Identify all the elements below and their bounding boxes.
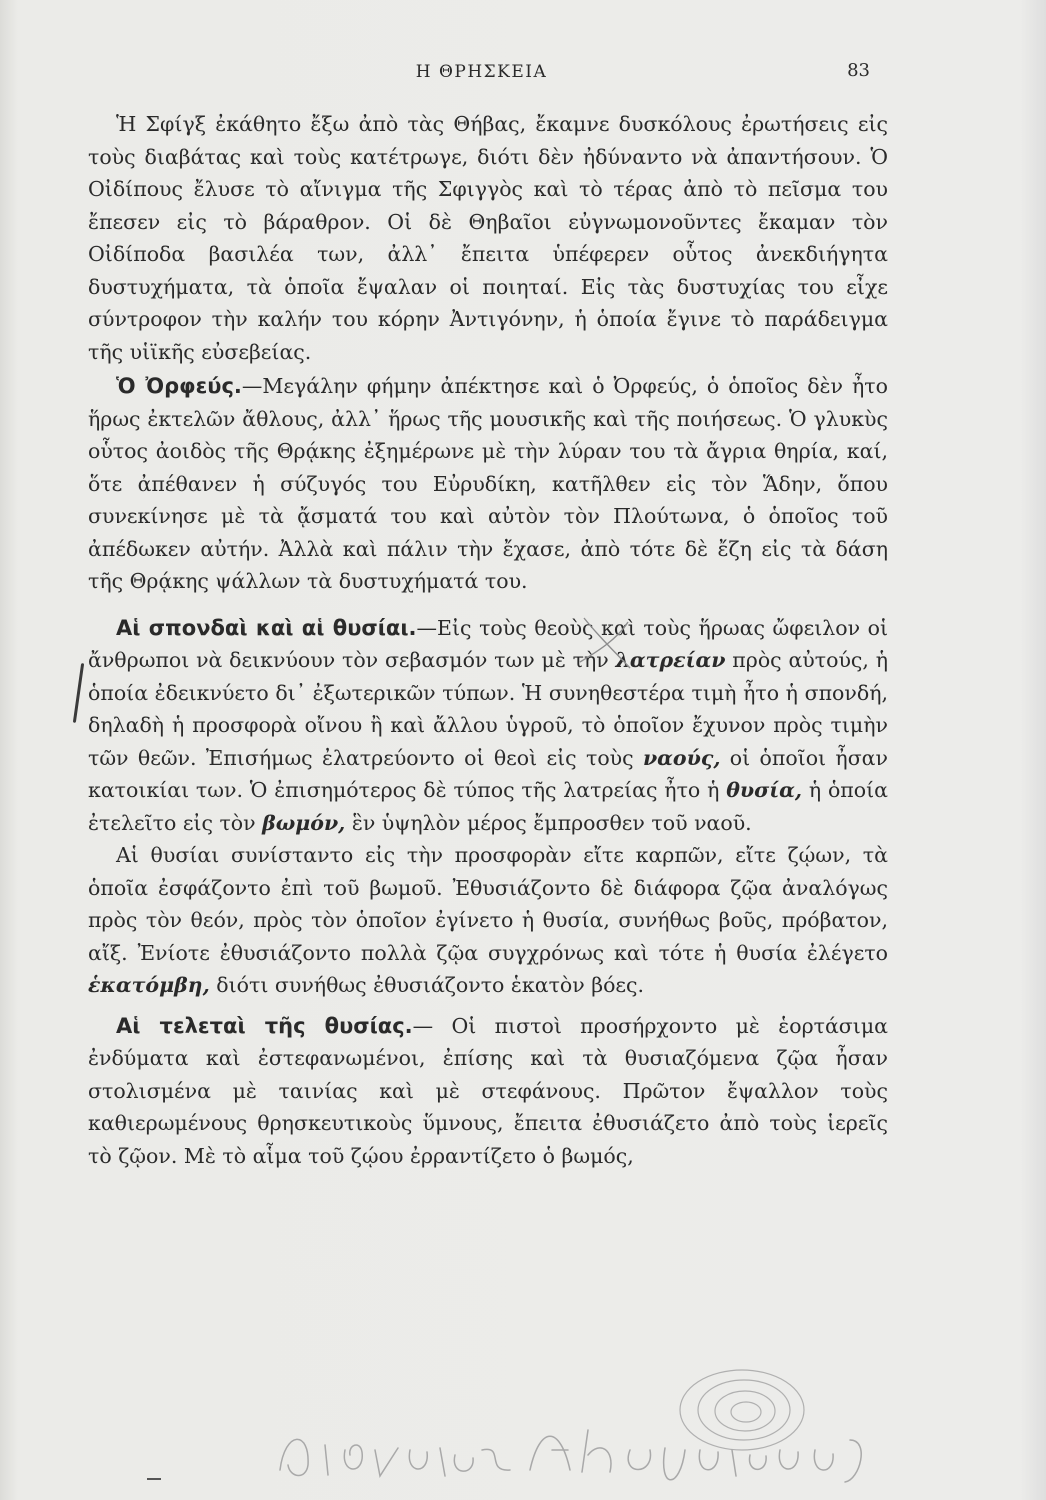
body-text [88,108,888,1172]
emphasis-term: βωμόν, [262,810,346,835]
paragraph-text: οἱ ὁποῖοι ἦσαν κατοικίαι των. Ὁ ἐπισημότερος δὲ τύπος τῆς λατρείας ἦτο ἡ [88,745,888,802]
paragraph-text: διότι συνήθως ἐθυσιάζοντο ἑκατὸν βόες. [209,973,645,997]
paragraph-libations [88,612,888,840]
emphasis-term: λατρείαν [615,648,726,672]
pencil-cross-mark [570,610,640,680]
paragraph-rites [88,1010,888,1173]
emphasis-term: θυσία, [726,778,803,802]
paragraph-text: ἡ ὁποία ἐτελεῖτο εἰς τὸν [88,778,888,835]
section-heading-libations: Αἱ σπονδαὶ καὶ αἱ θυσίαι. [116,615,417,640]
emphasis-term: ἑκατόμβη, [88,973,210,997]
paragraph-text: — Οἱ πιστοὶ προσήρχοντο μὲ ἑορτάσιμα ἐνδύματα καὶ ἐστεφανωμένοι, ἐπίσης καὶ τὰ θυσιαζόμενα ζῷα ἦσαν στολισμένα μὲ ταινίας καὶ μὲ στεφάνους. Πρῶτον ἔψαλλον τοὺς καθιερωμένους θρησκευτικοὺς ὕμνους, ἔπειτα ἐθυσιάζετο ἀπὸ τοὺς ἱερεῖς τὸ ζῷον. Μὲ τὸ αἷμα τοῦ ζῴου ἐρραντίζετο ὁ βωμός, [88,1013,889,1168]
emphasis-term: ναούς, [642,745,721,770]
paragraph-text: Αἱ θυσίαι συνίσταντο εἰς τὴν προσφορὰν εἴτε καρπῶν, εἴτε ζῴων, τὰ ὁποῖα ἐσφάζοντο ἐπὶ τοῦ βωμοῦ. Ἐθυσιάζοντο δὲ διάφορα ζῷα ἀναλόγως πρὸς τὸν θεόν, πρὸς τὸν ὁποῖον ἐγίνετο ἡ θυσία, συνήθως βοῦς, πρόβατον, αἴξ. Ἐνίοτε ἐθυσιάζοντο πολλὰ ζῷα συγχρόνως καὶ τότε ἡ θυσία ἐλέγετο [88,843,888,965]
paragraph-orpheus [88,370,888,598]
bottom-dash-mark [147,1478,161,1480]
margin-mark [73,663,84,723]
running-title: Η ΘΡΗΣΚΕΙΑ [415,62,548,82]
paragraph-text: —Εἰς τοὺς θεοὺς καὶ τοὺς ἥρωας ὤφειλον οἱ ἄνθρωποι νὰ δεικνύουν τὸν σεβασμόν των μὲ τὴν [88,615,888,672]
page-number: 83 [847,60,870,81]
section-heading-rites: Αἱ τελεταὶ τῆς θυσίας. [116,1013,413,1038]
paragraph-text: —Μεγάλην φήμην ἀπέκτησε καὶ ὁ Ὀρφεύς, ὁ ὁποῖος δὲν ἦτο ἥρως ἐκτελῶν ἄθλους, ἀλλ᾽ ἥρως τῆς μουσικῆς καὶ τῆς ποιήσεως. Ὁ γλυκὺς οὗτος ἀοιδὸς τῆς Θρᾴκης ἐξημέρωνε μὲ τὴν λύραν του τὰ ἄγρια θηρία, καί, ὅτε ἀπέθανεν ἡ σύζυγός του Εὐρυδίκη, κατῆλθεν εἰς τὸν Ἅδην, ὅπου συνεκίνησε μὲ τὰ ᾄσματά του καὶ αὐτὸν τὸν Πλούτωνα, ὁ ὁποῖος τοῦ ἀπέδωκεν αὐτήν. Ἀλλὰ καὶ πάλιν τὴν ἔχασε, ἀπὸ τότε δὲ ἔζη εἰς τὰ δάση τῆς Θρᾴκης ψάλλων τὰ δυστυχήματά του. [88,374,888,593]
paragraph-sacrifices [88,839,888,1002]
section-heading-orpheus: Ὁ Ὀρφεύς. [116,374,242,398]
paragraph-text: πρὸς αὐτούς, ἡ ὁποία ἐδεικνύετο δι᾽ ἐξωτερικῶν τύπων. Ἡ συνηθεστέρα τιμὴ ἦτο ἡ σπονδή, δηλαδὴ ἡ προσφορὰ οἴνου ἢ καὶ ἄλλου ὑγροῦ, τὸ ὁποῖον ἔχυνον πρὸς τιμὴν τῶν θεῶν. Ἐπισήμως ἐλατρεύοντο οἱ θεοὶ εἰς τοὺς [88,648,888,770]
paragraph-text: Ἡ Σφίγξ ἐκάθητο ἔξω ἀπὸ τὰς Θήβας, ἔκαμνε δυσκόλους ἐρωτήσεις εἰς τοὺς διαβάτας καὶ τοὺς κατέτρωγε, διότι δὲν ἠδύναντο νὰ ἀπαντήσουν. Ὁ Οἰδίπους ἔλυσε τὸ αἴνιγμα τῆς Σφιγγὸς καὶ τὸ τέρας ἀπὸ τὸ πεῖσμα του ἔπεσεν εἰς τὸ βάραθρον. Οἱ δὲ Θηβαῖοι εὐγνωμονοῦντες ἔκαμαν τὸν Οἰδίποδα βασιλέα των, ἀλλ᾽ ἔπειτα ὑπέφερεν οὗτος ἀνεκδιήγητα δυστυχήματα, τὰ ὁποῖα ἔψαλαν οἱ ποιηταί. Εἰς τὰς δυστυχίας του εἶχε σύντροφον τὴν καλήν του κόρην Ἀντιγόνην, ἡ ὁποία ἔγινε τὸ παράδειγμα τῆς υἱϊκῆς εὐσεβείας. [88,112,888,364]
pencil-signature [270,1410,890,1490]
paragraph-text: ἓν ὑψηλὸν μέρος ἔμπροσθεν τοῦ ναοῦ. [345,810,752,835]
paragraph-sphinx [88,108,888,368]
page-header [0,58,1046,88]
